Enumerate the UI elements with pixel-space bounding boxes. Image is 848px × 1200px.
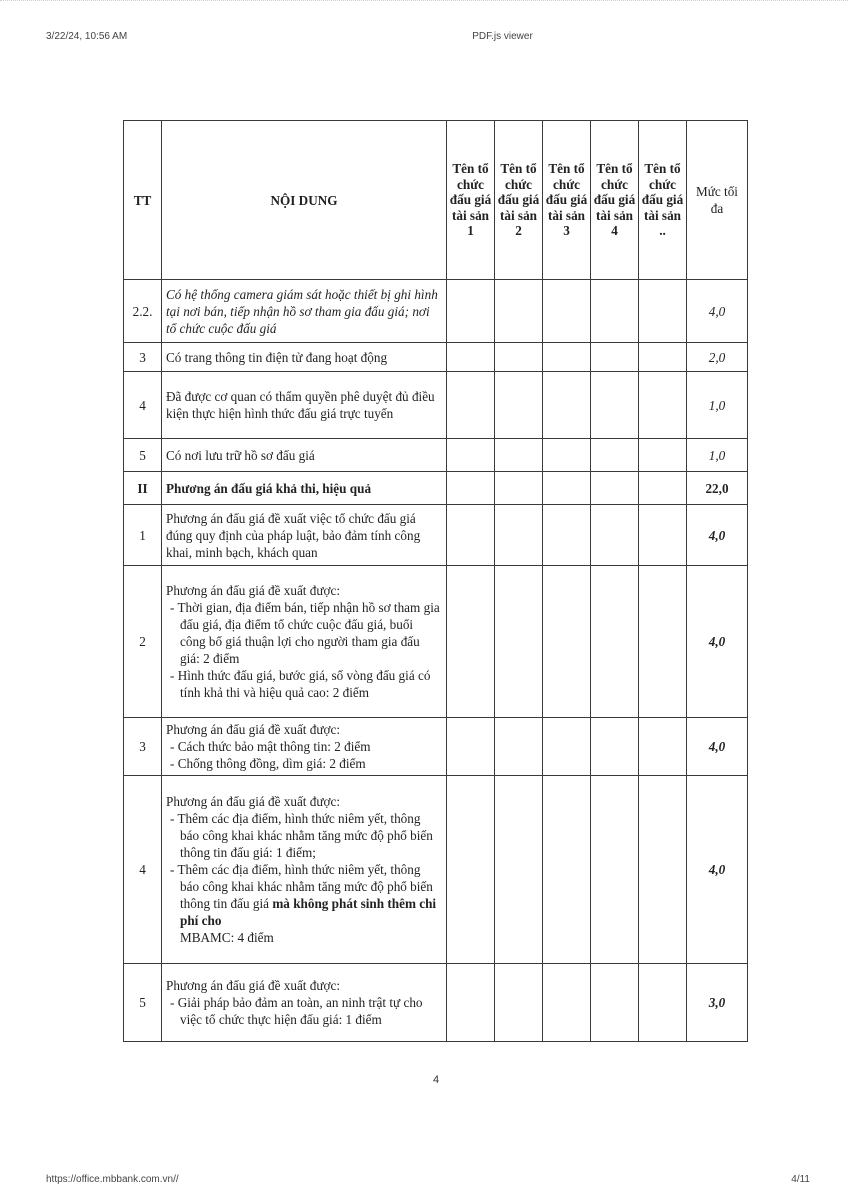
score-cell — [543, 718, 591, 776]
top-rule — [0, 0, 848, 5]
row-content — [162, 718, 447, 776]
score-cell — [639, 718, 687, 776]
score-cell — [639, 372, 687, 439]
row-tt: 5 — [124, 439, 162, 472]
section-row — [124, 472, 748, 505]
content-text: - Thêm các địa điểm, hình thức niêm yết, thông báo công khai khác nhằm tăng mức độ phổ biến thông tin đấu giá — [170, 862, 433, 911]
row-max: 3,0 — [687, 964, 748, 1042]
score-cell — [591, 776, 639, 964]
row-tt: 5 — [124, 964, 162, 1042]
print-datetime: 3/22/24, 10:56 AM — [46, 31, 128, 42]
score-cell — [543, 343, 591, 372]
header-tt: TT — [124, 121, 162, 280]
table-header-row — [124, 121, 748, 280]
score-cell — [591, 718, 639, 776]
row-tt: 4 — [124, 776, 162, 964]
row-content: Đã được cơ quan có thẩm quyền phê duyệt đủ điều kiện thực hiện hình thức đấu giá trực tuyến — [162, 372, 447, 439]
score-cell — [447, 280, 495, 343]
row-content: Phương án đấu giá đề xuất việc tổ chức đấu giá đúng quy định của pháp luật, bảo đảm tính công khai, minh bạch, khách quan — [162, 505, 447, 566]
row-tt: 3 — [124, 343, 162, 372]
content-line: - Thêm các địa điểm, hình thức niêm yết, thông báo công khai khác nhằm tăng mức độ phổ biến thông tin đấu giá: 1 điểm; — [170, 811, 433, 860]
row-tt: 1 — [124, 505, 162, 566]
content-line: - Giải pháp bảo đảm an toàn, an ninh trật tự cho việc tổ chức thực hiện đấu giá: 1 điểm — [170, 995, 423, 1027]
row-tt: 3 — [124, 718, 162, 776]
score-cell — [447, 372, 495, 439]
header-org-3: Tên tổ chức đấu giá tài sản 3 — [543, 121, 591, 280]
table-row — [124, 372, 748, 439]
score-cell — [495, 280, 543, 343]
content-line: Phương án đấu giá đề xuất được: — [166, 794, 341, 809]
score-cell — [591, 964, 639, 1042]
row-max: 22,0 — [687, 472, 748, 505]
score-cell — [447, 718, 495, 776]
score-cell — [495, 505, 543, 566]
score-cell — [639, 280, 687, 343]
score-cell — [495, 439, 543, 472]
score-cell — [639, 439, 687, 472]
row-content: Có trang thông tin điện tử đang hoạt động — [162, 343, 447, 372]
row-content — [162, 776, 447, 964]
row-content: Phương án đấu giá khả thi, hiệu quả — [162, 472, 447, 505]
content-line: - Cách thức bảo mật thông tin: 2 điểm — [170, 739, 371, 754]
content-line: - Chống thông đồng, dìm giá: 2 điểm — [170, 756, 366, 771]
table-row — [124, 718, 748, 776]
row-content — [162, 964, 447, 1042]
score-cell — [447, 964, 495, 1042]
row-max: 4,0 — [687, 776, 748, 964]
score-cell — [543, 505, 591, 566]
header-content: NỘI DUNG — [162, 121, 447, 280]
score-cell — [543, 566, 591, 718]
score-cell — [639, 964, 687, 1042]
print-footer — [0, 1174, 848, 1188]
score-cell — [639, 472, 687, 505]
header-org-5: Tên tổ chức đấu giá tài sản .. — [639, 121, 687, 280]
content-line: Phương án đấu giá đề xuất được: — [166, 978, 341, 993]
row-max: 4,0 — [687, 566, 748, 718]
table-row — [124, 505, 748, 566]
header-org-1: Tên tổ chức đấu giá tài sản 1 — [447, 121, 495, 280]
score-cell — [495, 776, 543, 964]
score-cell — [591, 280, 639, 343]
print-header — [0, 31, 848, 45]
table-row — [124, 280, 748, 343]
score-cell — [591, 472, 639, 505]
content-line: Phương án đấu giá đề xuất được: — [166, 722, 341, 737]
row-tt: II — [124, 472, 162, 505]
score-cell — [591, 439, 639, 472]
score-cell — [639, 343, 687, 372]
row-max: 4,0 — [687, 505, 748, 566]
score-cell — [639, 505, 687, 566]
score-cell — [447, 439, 495, 472]
score-cell — [447, 343, 495, 372]
row-content — [162, 566, 447, 718]
score-cell — [495, 472, 543, 505]
row-max: 4,0 — [687, 280, 748, 343]
table-row — [124, 439, 748, 472]
row-max: 4,0 — [687, 718, 748, 776]
score-cell — [543, 472, 591, 505]
table-row — [124, 343, 748, 372]
score-cell — [543, 280, 591, 343]
row-content: Có nơi lưu trữ hồ sơ đấu giá — [162, 439, 447, 472]
row-max: 1,0 — [687, 372, 748, 439]
row-max: 1,0 — [687, 439, 748, 472]
score-cell — [495, 964, 543, 1042]
row-max: 2,0 — [687, 343, 748, 372]
score-cell — [447, 472, 495, 505]
score-cell — [543, 439, 591, 472]
score-cell — [495, 343, 543, 372]
footer-url: https://office.mbbank.com.vn// — [46, 1174, 179, 1185]
row-tt: 2.2. — [124, 280, 162, 343]
row-tt: 2 — [124, 566, 162, 718]
content-emphasis: mà không phát sinh thêm chi phí cho — [180, 896, 437, 928]
score-cell — [495, 718, 543, 776]
score-cell — [639, 566, 687, 718]
content-line: - Hình thức đấu giá, bước giá, số vòng đấu giá có tính khả thi và hiệu quả cao: 2 điểm — [170, 668, 431, 700]
score-cell — [639, 776, 687, 964]
header-org-2: Tên tổ chức đấu giá tài sản 2 — [495, 121, 543, 280]
header-org-4: Tên tổ chức đấu giá tài sản 4 — [591, 121, 639, 280]
score-cell — [543, 776, 591, 964]
score-cell — [543, 964, 591, 1042]
table-row — [124, 566, 748, 718]
table-row — [124, 964, 748, 1042]
footer-page-count: 4/11 — [791, 1174, 810, 1185]
viewer-title: PDF.js viewer — [472, 31, 533, 42]
content-line: - Thời gian, địa điểm bán, tiếp nhận hồ sơ tham gia đấu giá, địa điểm tổ chức cuộc đấu giá, buổi công bố giá thuận lợi cho người tham gia đấu giá: 2 điểm — [170, 600, 440, 666]
content-line — [166, 861, 442, 929]
score-cell — [591, 343, 639, 372]
row-content: Có hệ thống camera giám sát hoặc thiết bị ghi hình tại nơi bán, tiếp nhận hồ sơ tham gia đấu giá; nơi tổ chức cuộc đấu giá — [162, 280, 447, 343]
score-cell — [447, 776, 495, 964]
score-cell — [447, 566, 495, 718]
score-cell — [495, 566, 543, 718]
score-cell — [591, 505, 639, 566]
content-line: Phương án đấu giá đề xuất được: — [166, 583, 341, 598]
score-cell — [447, 505, 495, 566]
row-tt: 4 — [124, 372, 162, 439]
score-cell — [495, 372, 543, 439]
table-row — [124, 776, 748, 964]
content-line: MBAMC: 4 điểm — [180, 930, 274, 945]
header-max: Mức tối đa — [687, 121, 748, 280]
scoring-table — [123, 120, 748, 1042]
score-cell — [591, 372, 639, 439]
score-cell — [543, 372, 591, 439]
page-number: 4 — [432, 1074, 440, 1086]
score-cell — [591, 566, 639, 718]
